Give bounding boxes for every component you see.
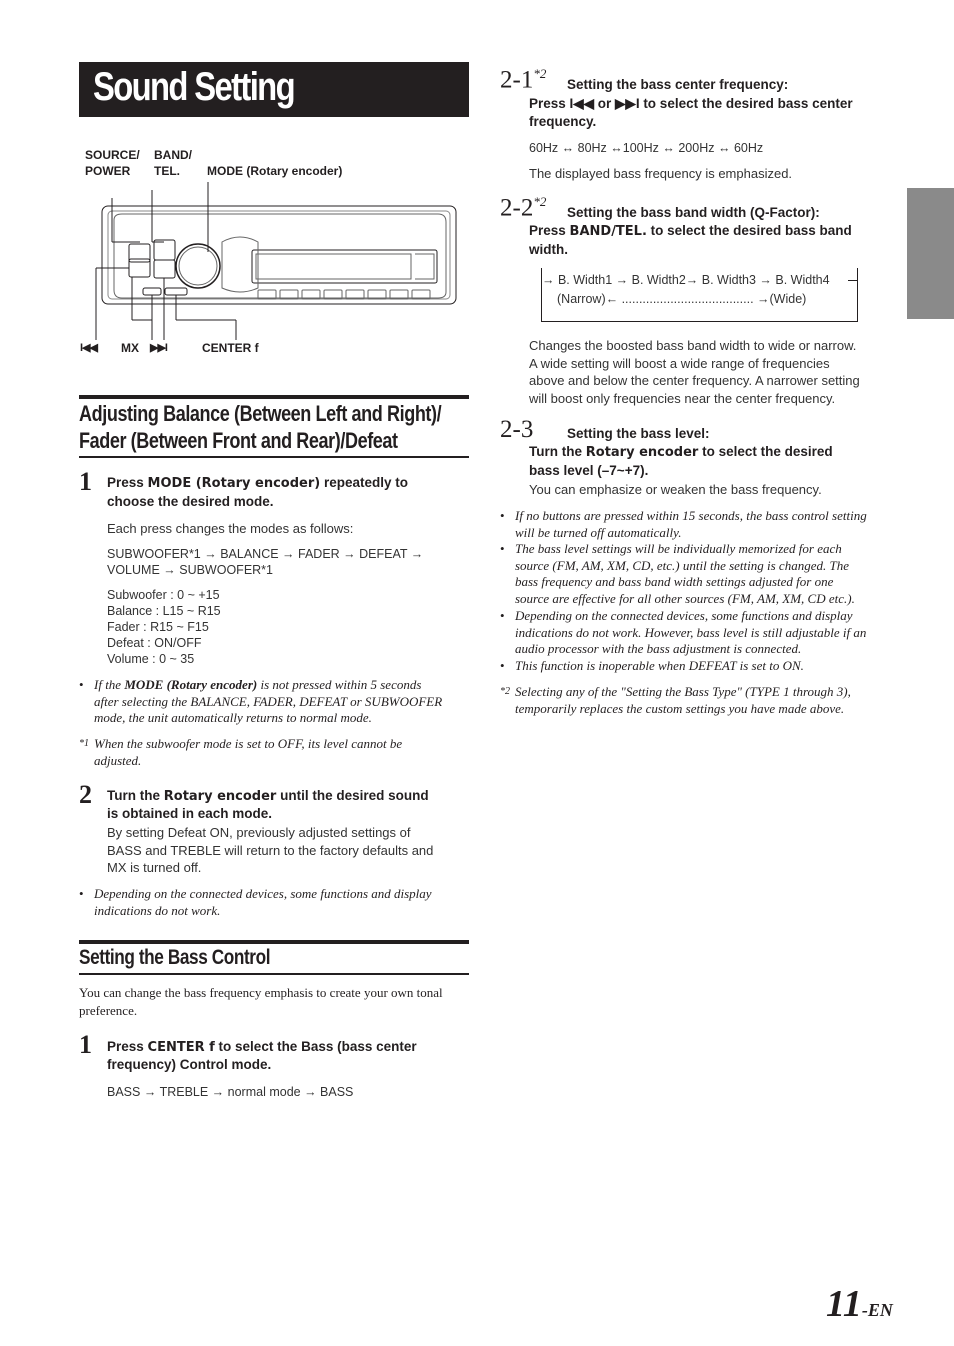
note-bullet: • The bass level settings will be individually memorized for each source (FM, AM, XM, CD, etc.) until the setting is changed. The bass frequency and bass band width settings adjusted for one source are effective for all other sources (FM, AM, XM, CD etc.).	[500, 541, 855, 606]
step-number: 2	[79, 780, 92, 809]
intro-text: You can change the bass frequency emphasis to create your own tonal preference.	[79, 985, 443, 1018]
mode-sequence-line1: SUBWOOFER*1 → BALANCE → FADER → DEFEAT →	[107, 547, 424, 561]
label-mx: MX	[121, 341, 139, 355]
range-item: Fader : R15 ~ F15	[107, 620, 209, 634]
substep-instruction-cont: width.	[529, 242, 568, 257]
bandwidth-box: → B. Width1 → B. Width2→ B. Width3 → B. Width4 (Narrow)← ...................................... →(Wide)	[541, 268, 858, 322]
note-bullet: • If the MODE (Rotary encoder) is not pressed within 5 seconds after selecting the BALANCE, FADER, DEFEAT or SUBWOOFER mode, the unit automatically returns to normal mode.	[79, 677, 443, 725]
body-text: Each press changes the modes as follows:	[107, 521, 354, 536]
range-item: Defeat : ON/OFF	[107, 636, 202, 650]
substep-title: Setting the bass level:	[567, 426, 710, 441]
section-heading-line2: Fader (Between Front and Rear)/Defeat	[79, 428, 398, 453]
section-rule-top	[79, 940, 469, 944]
step-instruction: Press MODE (Rotary encoder) repeatedly to	[107, 475, 408, 491]
substep-instruction-cont: frequency.	[529, 114, 597, 129]
note-bullet: • This function is inoperable when DEFEAT is set to ON.	[500, 658, 804, 673]
mode-sequence-line2: VOLUME → SUBWOOFER*1	[107, 563, 273, 577]
substep-body: The displayed bass frequency is emphasized.	[529, 166, 793, 181]
label-prev: I◀◀	[80, 342, 97, 354]
step-body: By setting Defeat ON, previously adjusted settings of BASS and TREBLE will return to the factory defaults and MX is turned off.	[107, 825, 434, 875]
substep-title: Setting the bass center frequency:	[567, 77, 789, 92]
label-next: ▶▶I	[150, 342, 167, 354]
substep-number: 2-3	[500, 416, 534, 443]
page-title: Sound Setting	[93, 65, 294, 109]
section-rule-top	[79, 395, 469, 399]
page-number: 11-EN	[826, 1283, 893, 1325]
step-instruction-cont: frequency) Control mode.	[107, 1057, 272, 1072]
section-rule-bottom	[79, 973, 469, 975]
substep-body: Changes the boosted bass band width to wide or narrow. A wide setting will boost a wide range of frequencies above and below the center frequency. A narrower setting will boost only frequencies near the center frequency.	[529, 338, 860, 406]
label-source-power: SOURCE/ POWER	[85, 148, 140, 178]
box-top-right-rule	[848, 280, 857, 281]
step-instruction: Turn the Rotary encoder until the desired sound	[107, 788, 429, 804]
substep-title: Setting the bass band width (Q-Factor):	[567, 205, 820, 220]
range-item: Balance : L15 ~ R15	[107, 604, 221, 618]
step-number: 1	[79, 467, 92, 496]
step-instruction-cont: choose the desired mode.	[107, 494, 274, 509]
label-center-f: CENTER f	[202, 341, 259, 355]
substep-instruction-cont: bass level (–7~+7).	[529, 463, 649, 478]
step-instruction: Press CENTER f to select the Bass (bass center	[107, 1039, 417, 1055]
head-unit-diagram	[80, 180, 470, 340]
range-list	[107, 587, 221, 667]
note-bullet: • If no buttons are pressed within 15 seconds, the bass control setting will be turned off automatically.	[500, 508, 867, 540]
section-rule-bottom	[79, 456, 469, 458]
footnote: *2 Selecting any of the "Setting the Bass Type" (TYPE 1 through 3), temporarily replaces the custom settings you have made above.	[500, 684, 851, 716]
label-mode: MODE (Rotary encoder)	[207, 164, 343, 178]
note-bullet: • Depending on the connected devices, some functions and display indications do not work. However, bass level is still adjustable if an audio processor with the bass adjustment is connected.	[500, 608, 867, 656]
step-instruction-cont: is obtained in each mode.	[107, 806, 273, 821]
range-item: Volume : 0 ~ 35	[107, 652, 195, 666]
substep-body: You can emphasize or weaken the bass frequency.	[529, 482, 822, 497]
section-heading-line1: Adjusting Balance (Between Left and Right)/	[79, 401, 442, 426]
label-band-tel: BAND/ TEL.	[154, 148, 192, 178]
substep-instruction: Turn the Rotary encoder to select the desired	[529, 444, 833, 460]
substep-number: 2-2$^{*2}$	[500, 194, 547, 222]
range-item: Subwoofer : 0 ~ +15	[107, 588, 220, 602]
section-heading: Setting the Bass Control	[79, 946, 271, 969]
mode-sequence: BASS → TREBLE → normal mode → BASS	[107, 1085, 354, 1099]
side-tab	[907, 188, 954, 319]
frequency-sequence: 60Hz ↔ 80Hz ↔100Hz ↔ 200Hz ↔ 60Hz	[529, 141, 764, 155]
substep-instruction: Press I◀◀ or ▶▶I to select the desired bass center	[529, 96, 853, 111]
page-title-bar	[79, 62, 469, 117]
step-number: 1	[79, 1030, 92, 1059]
footnote: *1 When the subwoofer mode is set to OFF, its level cannot be adjusted.	[79, 736, 403, 768]
substep-instruction: Press BAND/TEL. to select the desired bass band	[529, 223, 852, 239]
substep-number: 2-1$^{*2}$	[500, 66, 547, 94]
note-bullet: • Depending on the connected devices, some functions and display indications do not work.	[79, 886, 432, 918]
